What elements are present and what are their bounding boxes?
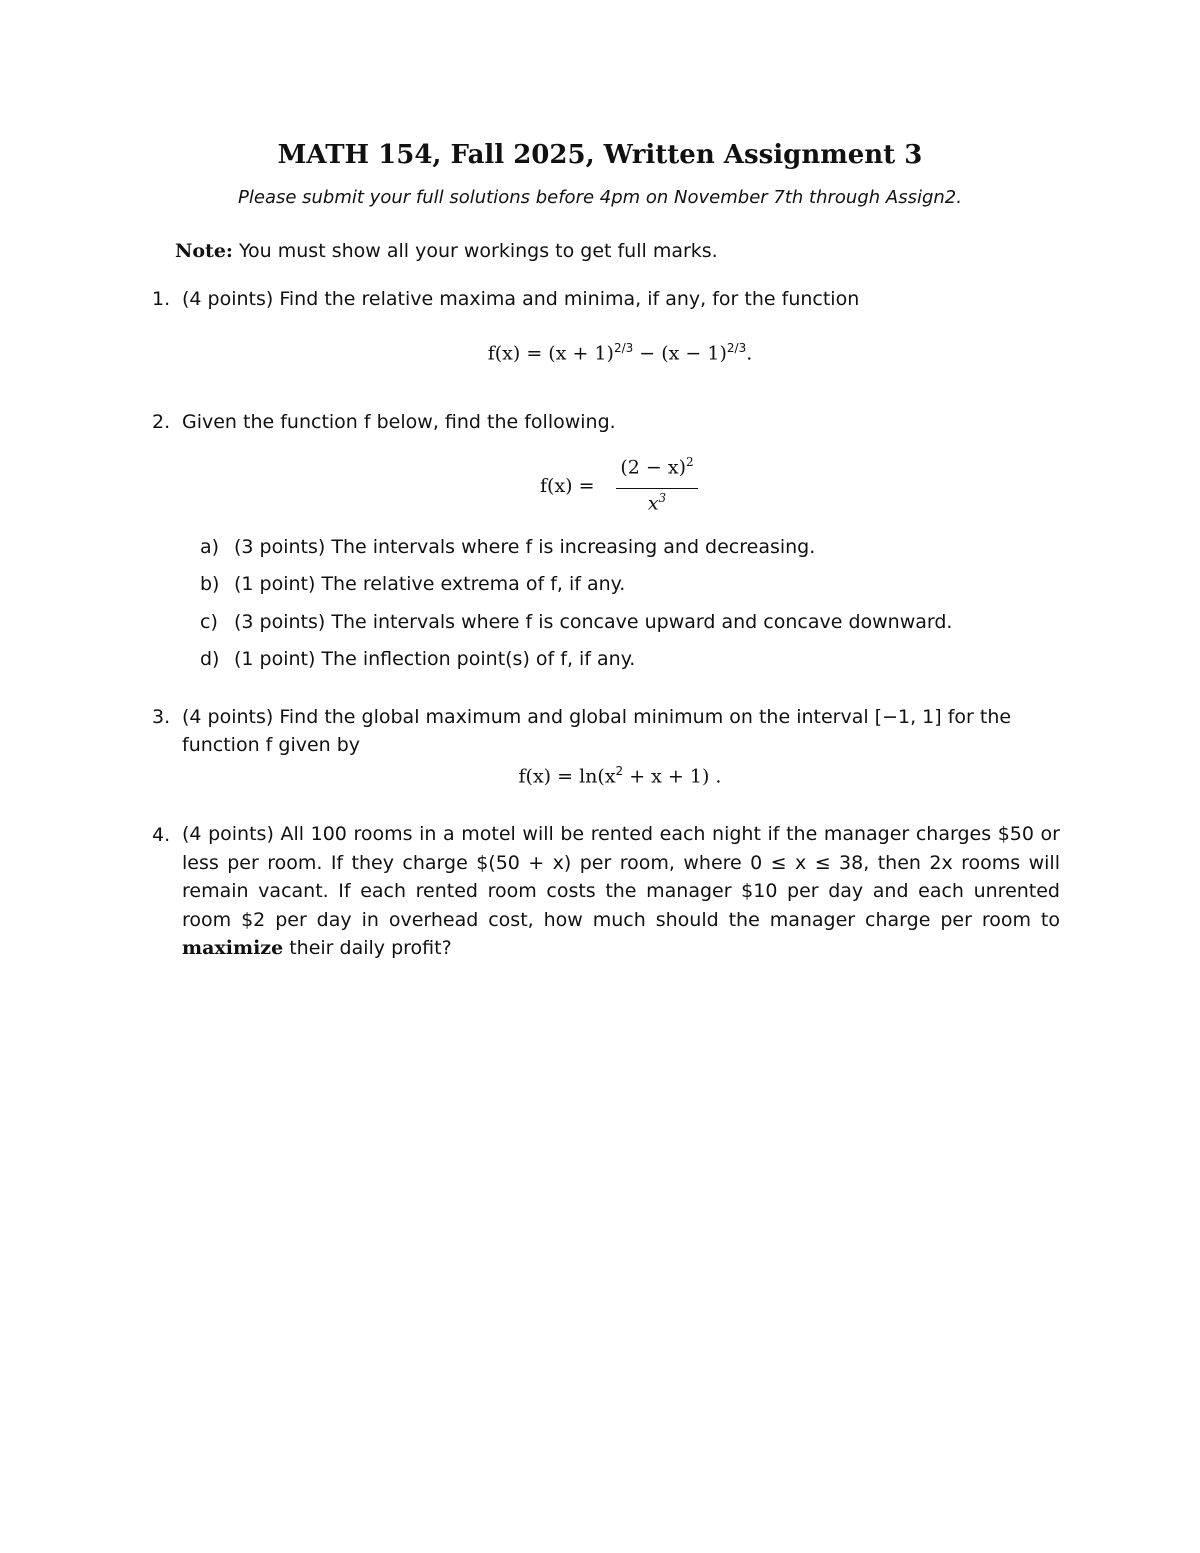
fraction-bar	[616, 488, 698, 489]
q3-equation	[0, 764, 1200, 787]
q1-eq-exp1: 2/3	[613, 341, 634, 355]
q1-text: (4 points) Find the relative maxima and minima, if any, for the function	[182, 288, 860, 310]
q3-text-line2: function f given by	[182, 734, 361, 756]
q2-eq-denominator-base: x	[647, 492, 659, 515]
q2-eq-denominator	[616, 491, 698, 514]
q3-text-line1: (4 points) Find the global maximum and global minimum on the interval [−1, 1] for the	[182, 706, 1012, 728]
q4-text	[182, 820, 1060, 963]
submission-instructions: Please submit your full solutions before 4pm on November 7th through Assign2.	[238, 187, 962, 208]
q2-eq-denominator-exp: 3	[658, 491, 667, 505]
q4-emphasis: maximize	[182, 937, 284, 959]
q3-eq-lhs: f(x) = ln(x	[518, 765, 616, 788]
q3-eq-rest: + x + 1) .	[623, 765, 722, 788]
note	[175, 240, 718, 262]
q2-text: Given the function f below, find the following.	[182, 411, 616, 433]
q1-equation	[0, 341, 1200, 364]
q2-part-text: (3 points) The intervals where f is concave upward and concave downward.	[234, 611, 953, 633]
q2-part-text: (1 point) The inflection point(s) of f, if any.	[234, 648, 636, 670]
q3-eq-exp: 2	[615, 764, 624, 778]
q1-number: 1.	[152, 288, 171, 310]
q2-part-label: c)	[200, 611, 218, 633]
page-title: MATH 154, Fall 2025, Written Assignment 3	[277, 140, 923, 170]
q1-eq-lhs: f(x) = (x + 1)	[487, 342, 614, 365]
q2-equation	[536, 455, 736, 515]
q4-number: 4.	[152, 824, 171, 846]
note-text: You must show all your workings to get full marks.	[238, 240, 718, 262]
q2-eq-numerator	[616, 455, 698, 478]
q2-part-text: (1 point) The relative extrema of f, if any.	[234, 573, 626, 595]
q2-part-text: (3 points) The intervals where f is increasing and decreasing.	[234, 536, 816, 558]
q2-part-label: d)	[200, 648, 220, 670]
q1-eq-end: .	[746, 342, 753, 365]
q4-text-end: their daily profit?	[289, 937, 452, 959]
q2-eq-numerator-base: (2 − x)	[620, 456, 686, 479]
q2-number: 2.	[152, 411, 171, 433]
q2-eq-lhs: f(x) =	[540, 475, 595, 497]
q2-eq-numerator-exp: 2	[686, 455, 694, 469]
note-label: Note:	[175, 240, 233, 262]
q3-number: 3.	[152, 706, 171, 728]
q4-text-main: (4 points) All 100 rooms in a motel will be rented each night if the manager charges $50 or less per room. If they charge $(50 + x) per room, where 0 ≤ x ≤ 38, then 2x rooms will remain vacant. If each rented room costs the manager $10 per day and each unrented room $2 per day in overhead cost, how much should the manager charge per room to	[182, 823, 1060, 931]
q1-eq-exp2: 2/3	[726, 341, 747, 355]
q2-part-label: b)	[200, 573, 220, 595]
q2-part-label: a)	[200, 536, 220, 558]
q1-eq-mid: − (x − 1)	[633, 342, 727, 365]
